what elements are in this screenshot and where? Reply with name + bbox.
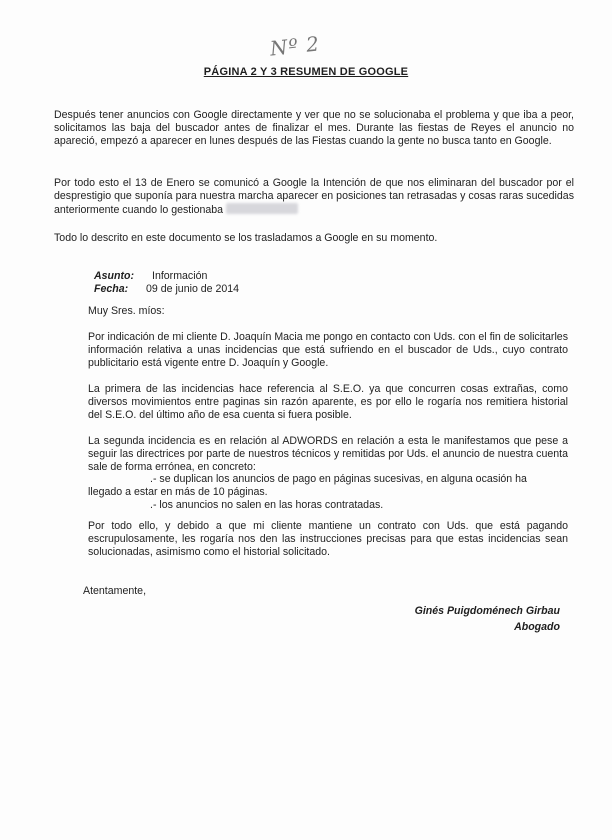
list-item-2: .- los anuncios no salen en las horas contratadas.	[150, 499, 384, 511]
date-label: Fecha:	[94, 283, 129, 295]
letter-meta	[94, 270, 239, 296]
signature-name: Ginés Puigdoménech Girbau	[414, 605, 560, 617]
salutation: Atentamente,	[83, 585, 147, 597]
document-title: PÁGINA 2 Y 3 RESUMEN DE GOOGLE	[203, 66, 409, 78]
list-item-1-continuation: llegado a estar en más de 10 páginas.	[88, 486, 268, 498]
letter-closing-paragraph: Por todo ello, y debido a que mi cliente mantiene un contrato con Uds. que está pagando escrupulosamente, les rogaría nos den las instrucciones precisas para que estas incidencias sean solucionadas, asimismo como el historial solicitado.	[88, 520, 568, 559]
list-item-1: .- se duplican los anuncios de pago en páginas sucesivas, en alguna ocasión ha	[150, 473, 527, 485]
date-value: 09 de junio de 2014	[146, 283, 240, 295]
intro-paragraph-2	[54, 177, 574, 218]
intro-paragraph-2-text: Por todo esto el 13 de Enero se comunicó a Google la Intención de que nos eliminaran del buscador por el desprestigio que suponía para nuestra marcha aparecer en posiciones tan retrasadas y cosas raras sucedidas anteriormente cuando lo gestionaba	[54, 177, 574, 217]
date-row	[94, 283, 239, 296]
intro-paragraph-3: Todo lo descrito en este documento se los trasladamos a Google en su momento.	[54, 232, 438, 244]
letter-paragraph-2: La primera de las incidencias hace referencia al S.E.O. ya que concurren cosas extrañas, como diversos movimientos entre paginas sin razón aparente, es por ello le rogaría nos remitiera historial del S.E.O. del último año de esa cuenta si fuera posible.	[88, 383, 568, 422]
intro-paragraph-1: Después tener anuncios con Google directamente y ver que no se solucionaba el problema y que iba a peor, solicitamos las baja del buscador antes de finalizar el mes. Durante las fiestas de Reyes el anuncio no apareció, empezó a aparecer en lunes después de las Fiestas cuando la gente no busca tanto en Google.	[54, 109, 574, 148]
subject-row	[94, 270, 239, 283]
subject-value: Información	[152, 270, 208, 282]
handwritten-page-number: Nº 2	[268, 31, 322, 61]
letter-greeting: Muy Sres. míos:	[88, 305, 165, 317]
signature-title: Abogado	[514, 621, 560, 633]
subject-label: Asunto:	[94, 270, 135, 282]
redacted-name-block	[226, 203, 298, 214]
letter-paragraph-1: Por indicación de mi cliente D. Joaquín Macia me pongo en contacto con Uds. con el fin de solicitarles información relativa a unas incidencias que está sufriendo en el buscador de Uds., cuyo contrato publicitario está vigente entre D. Joaquín y Google.	[88, 331, 568, 370]
letter-paragraph-3: La segunda incidencia es en relación al ADWORDS en relación a esta le manifestamos que pese a seguir las directrices por parte de nuestros técnicos y remitidas por Uds. el anuncio de nuestra cuenta sale de forma errónea, en concreto:	[88, 435, 568, 474]
